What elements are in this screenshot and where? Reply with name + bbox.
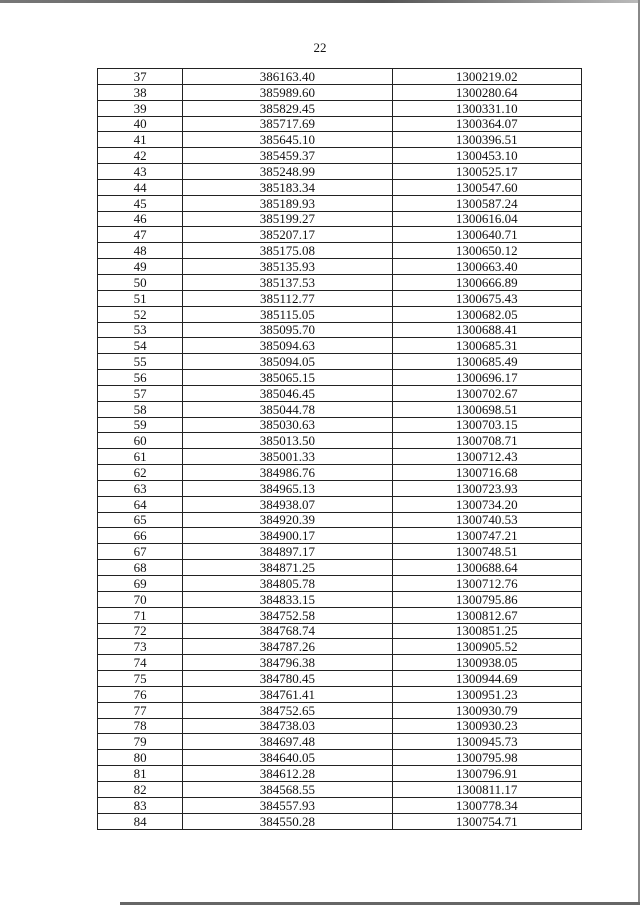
y-coordinate-cell: 1300525.17 bbox=[392, 164, 581, 180]
point-number-cell: 66 bbox=[98, 528, 183, 544]
x-coordinate-cell: 384920.39 bbox=[183, 512, 392, 528]
table-row bbox=[98, 528, 582, 544]
y-coordinate-cell: 1300740.53 bbox=[392, 512, 581, 528]
table-row bbox=[98, 686, 582, 702]
x-coordinate-cell: 385095.70 bbox=[183, 322, 392, 338]
x-coordinate-cell: 385183.34 bbox=[183, 179, 392, 195]
x-coordinate-cell: 384965.13 bbox=[183, 480, 392, 496]
point-number-cell: 57 bbox=[98, 385, 183, 401]
y-coordinate-cell: 1300930.79 bbox=[392, 702, 581, 718]
y-coordinate-cell: 1300675.43 bbox=[392, 290, 581, 306]
y-coordinate-cell: 1300712.43 bbox=[392, 449, 581, 465]
y-coordinate-cell: 1300587.24 bbox=[392, 195, 581, 211]
x-coordinate-cell: 385112.77 bbox=[183, 290, 392, 306]
point-number-cell: 84 bbox=[98, 813, 183, 829]
table-row bbox=[98, 813, 582, 829]
y-coordinate-cell: 1300688.41 bbox=[392, 322, 581, 338]
y-coordinate-cell: 1300812.67 bbox=[392, 607, 581, 623]
y-coordinate-cell: 1300851.25 bbox=[392, 623, 581, 639]
y-coordinate-cell: 1300685.49 bbox=[392, 354, 581, 370]
x-coordinate-cell: 384697.48 bbox=[183, 734, 392, 750]
point-number-cell: 62 bbox=[98, 465, 183, 481]
y-coordinate-cell: 1300747.21 bbox=[392, 528, 581, 544]
y-coordinate-cell: 1300702.67 bbox=[392, 385, 581, 401]
point-number-cell: 71 bbox=[98, 607, 183, 623]
x-coordinate-cell: 385989.60 bbox=[183, 84, 392, 100]
x-coordinate-cell: 385199.27 bbox=[183, 211, 392, 227]
y-coordinate-cell: 1300795.86 bbox=[392, 591, 581, 607]
table-row bbox=[98, 243, 582, 259]
x-coordinate-cell: 385137.53 bbox=[183, 274, 392, 290]
table-row bbox=[98, 797, 582, 813]
x-coordinate-cell: 384897.17 bbox=[183, 544, 392, 560]
table-row bbox=[98, 195, 582, 211]
x-coordinate-cell: 385645.10 bbox=[183, 132, 392, 148]
point-number-cell: 49 bbox=[98, 259, 183, 275]
point-number-cell: 70 bbox=[98, 591, 183, 607]
x-coordinate-cell: 384550.28 bbox=[183, 813, 392, 829]
point-number-cell: 67 bbox=[98, 544, 183, 560]
point-number-cell: 37 bbox=[98, 69, 183, 85]
table-row bbox=[98, 623, 582, 639]
point-number-cell: 48 bbox=[98, 243, 183, 259]
y-coordinate-cell: 1300703.15 bbox=[392, 417, 581, 433]
point-number-cell: 59 bbox=[98, 417, 183, 433]
y-coordinate-cell: 1300453.10 bbox=[392, 148, 581, 164]
coordinates-table bbox=[97, 68, 582, 830]
y-coordinate-cell: 1300712.76 bbox=[392, 576, 581, 592]
table-row bbox=[98, 84, 582, 100]
y-coordinate-cell: 1300944.69 bbox=[392, 671, 581, 687]
table-row bbox=[98, 385, 582, 401]
table-row bbox=[98, 370, 582, 386]
point-number-cell: 54 bbox=[98, 338, 183, 354]
table-row bbox=[98, 433, 582, 449]
x-coordinate-cell: 384612.28 bbox=[183, 766, 392, 782]
table-row bbox=[98, 480, 582, 496]
x-coordinate-cell: 384640.05 bbox=[183, 750, 392, 766]
y-coordinate-cell: 1300723.93 bbox=[392, 480, 581, 496]
x-coordinate-cell: 384938.07 bbox=[183, 496, 392, 512]
point-number-cell: 76 bbox=[98, 686, 183, 702]
x-coordinate-cell: 385046.45 bbox=[183, 385, 392, 401]
y-coordinate-cell: 1300754.71 bbox=[392, 813, 581, 829]
point-number-cell: 43 bbox=[98, 164, 183, 180]
x-coordinate-cell: 385094.05 bbox=[183, 354, 392, 370]
point-number-cell: 58 bbox=[98, 401, 183, 417]
x-coordinate-cell: 384738.03 bbox=[183, 718, 392, 734]
point-number-cell: 65 bbox=[98, 512, 183, 528]
y-coordinate-cell: 1300696.17 bbox=[392, 370, 581, 386]
x-coordinate-cell: 384752.58 bbox=[183, 607, 392, 623]
y-coordinate-cell: 1300945.73 bbox=[392, 734, 581, 750]
y-coordinate-cell: 1300331.10 bbox=[392, 100, 581, 116]
x-coordinate-cell: 384805.78 bbox=[183, 576, 392, 592]
x-coordinate-cell: 384557.93 bbox=[183, 797, 392, 813]
point-number-cell: 53 bbox=[98, 322, 183, 338]
y-coordinate-cell: 1300396.51 bbox=[392, 132, 581, 148]
x-coordinate-cell: 385001.33 bbox=[183, 449, 392, 465]
table-row bbox=[98, 417, 582, 433]
point-number-cell: 55 bbox=[98, 354, 183, 370]
x-coordinate-cell: 384752.65 bbox=[183, 702, 392, 718]
table-row bbox=[98, 132, 582, 148]
y-coordinate-cell: 1300698.51 bbox=[392, 401, 581, 417]
table-row bbox=[98, 179, 582, 195]
y-coordinate-cell: 1300650.12 bbox=[392, 243, 581, 259]
y-coordinate-cell: 1300688.64 bbox=[392, 560, 581, 576]
point-number-cell: 73 bbox=[98, 639, 183, 655]
table-row bbox=[98, 322, 582, 338]
point-number-cell: 45 bbox=[98, 195, 183, 211]
y-coordinate-cell: 1300364.07 bbox=[392, 116, 581, 132]
table-row bbox=[98, 781, 582, 797]
x-coordinate-cell: 385248.99 bbox=[183, 164, 392, 180]
table-row bbox=[98, 449, 582, 465]
y-coordinate-cell: 1300778.34 bbox=[392, 797, 581, 813]
point-number-cell: 64 bbox=[98, 496, 183, 512]
point-number-cell: 63 bbox=[98, 480, 183, 496]
table-row bbox=[98, 607, 582, 623]
table-row bbox=[98, 496, 582, 512]
point-number-cell: 68 bbox=[98, 560, 183, 576]
point-number-cell: 51 bbox=[98, 290, 183, 306]
table-row bbox=[98, 69, 582, 85]
point-number-cell: 83 bbox=[98, 797, 183, 813]
table-row bbox=[98, 354, 582, 370]
point-number-cell: 78 bbox=[98, 718, 183, 734]
x-coordinate-cell: 385175.08 bbox=[183, 243, 392, 259]
point-number-cell: 82 bbox=[98, 781, 183, 797]
y-coordinate-cell: 1300616.04 bbox=[392, 211, 581, 227]
point-number-cell: 38 bbox=[98, 84, 183, 100]
x-coordinate-cell: 385013.50 bbox=[183, 433, 392, 449]
x-coordinate-cell: 385044.78 bbox=[183, 401, 392, 417]
table-row bbox=[98, 512, 582, 528]
y-coordinate-cell: 1300951.23 bbox=[392, 686, 581, 702]
table-row bbox=[98, 227, 582, 243]
point-number-cell: 41 bbox=[98, 132, 183, 148]
table-row bbox=[98, 306, 582, 322]
table-row bbox=[98, 702, 582, 718]
x-coordinate-cell: 384986.76 bbox=[183, 465, 392, 481]
coordinates-table-body bbox=[98, 69, 582, 830]
y-coordinate-cell: 1300682.05 bbox=[392, 306, 581, 322]
x-coordinate-cell: 385829.45 bbox=[183, 100, 392, 116]
table-row bbox=[98, 560, 582, 576]
table-row bbox=[98, 401, 582, 417]
point-number-cell: 60 bbox=[98, 433, 183, 449]
y-coordinate-cell: 1300811.17 bbox=[392, 781, 581, 797]
table-row bbox=[98, 100, 582, 116]
x-coordinate-cell: 384568.55 bbox=[183, 781, 392, 797]
x-coordinate-cell: 385189.93 bbox=[183, 195, 392, 211]
table-row bbox=[98, 576, 582, 592]
x-coordinate-cell: 384796.38 bbox=[183, 655, 392, 671]
table-row bbox=[98, 766, 582, 782]
table-row bbox=[98, 148, 582, 164]
x-coordinate-cell: 384833.15 bbox=[183, 591, 392, 607]
table-row bbox=[98, 750, 582, 766]
x-coordinate-cell: 385717.69 bbox=[183, 116, 392, 132]
y-coordinate-cell: 1300685.31 bbox=[392, 338, 581, 354]
point-number-cell: 74 bbox=[98, 655, 183, 671]
point-number-cell: 46 bbox=[98, 211, 183, 227]
point-number-cell: 50 bbox=[98, 274, 183, 290]
y-coordinate-cell: 1300663.40 bbox=[392, 259, 581, 275]
x-coordinate-cell: 384780.45 bbox=[183, 671, 392, 687]
point-number-cell: 42 bbox=[98, 148, 183, 164]
x-coordinate-cell: 385094.63 bbox=[183, 338, 392, 354]
point-number-cell: 80 bbox=[98, 750, 183, 766]
y-coordinate-cell: 1300905.52 bbox=[392, 639, 581, 655]
point-number-cell: 44 bbox=[98, 179, 183, 195]
x-coordinate-cell: 384871.25 bbox=[183, 560, 392, 576]
point-number-cell: 69 bbox=[98, 576, 183, 592]
table-row bbox=[98, 639, 582, 655]
point-number-cell: 56 bbox=[98, 370, 183, 386]
y-coordinate-cell: 1300796.91 bbox=[392, 766, 581, 782]
table-row bbox=[98, 734, 582, 750]
y-coordinate-cell: 1300280.64 bbox=[392, 84, 581, 100]
y-coordinate-cell: 1300734.20 bbox=[392, 496, 581, 512]
x-coordinate-cell: 386163.40 bbox=[183, 69, 392, 85]
y-coordinate-cell: 1300795.98 bbox=[392, 750, 581, 766]
scan-edge-top bbox=[0, 0, 640, 3]
y-coordinate-cell: 1300930.23 bbox=[392, 718, 581, 734]
y-coordinate-cell: 1300708.71 bbox=[392, 433, 581, 449]
y-coordinate-cell: 1300938.05 bbox=[392, 655, 581, 671]
point-number-cell: 52 bbox=[98, 306, 183, 322]
point-number-cell: 47 bbox=[98, 227, 183, 243]
table-row bbox=[98, 718, 582, 734]
y-coordinate-cell: 1300748.51 bbox=[392, 544, 581, 560]
table-row bbox=[98, 338, 582, 354]
y-coordinate-cell: 1300547.60 bbox=[392, 179, 581, 195]
x-coordinate-cell: 385207.17 bbox=[183, 227, 392, 243]
y-coordinate-cell: 1300716.68 bbox=[392, 465, 581, 481]
point-number-cell: 40 bbox=[98, 116, 183, 132]
point-number-cell: 81 bbox=[98, 766, 183, 782]
table-row bbox=[98, 544, 582, 560]
table-row bbox=[98, 274, 582, 290]
x-coordinate-cell: 385065.15 bbox=[183, 370, 392, 386]
x-coordinate-cell: 384768.74 bbox=[183, 623, 392, 639]
x-coordinate-cell: 385030.63 bbox=[183, 417, 392, 433]
table-row bbox=[98, 211, 582, 227]
table-row bbox=[98, 116, 582, 132]
table-row bbox=[98, 465, 582, 481]
point-number-cell: 72 bbox=[98, 623, 183, 639]
point-number-cell: 75 bbox=[98, 671, 183, 687]
x-coordinate-cell: 385459.37 bbox=[183, 148, 392, 164]
table-row bbox=[98, 290, 582, 306]
x-coordinate-cell: 384900.17 bbox=[183, 528, 392, 544]
point-number-cell: 39 bbox=[98, 100, 183, 116]
table-row bbox=[98, 591, 582, 607]
y-coordinate-cell: 1300640.71 bbox=[392, 227, 581, 243]
x-coordinate-cell: 384787.26 bbox=[183, 639, 392, 655]
table-row bbox=[98, 671, 582, 687]
y-coordinate-cell: 1300219.02 bbox=[392, 69, 581, 85]
table-row bbox=[98, 164, 582, 180]
page-number: 22 bbox=[313, 40, 327, 55]
table-row bbox=[98, 259, 582, 275]
x-coordinate-cell: 385115.05 bbox=[183, 306, 392, 322]
table-row bbox=[98, 655, 582, 671]
x-coordinate-cell: 384761.41 bbox=[183, 686, 392, 702]
x-coordinate-cell: 385135.93 bbox=[183, 259, 392, 275]
point-number-cell: 77 bbox=[98, 702, 183, 718]
point-number-cell: 61 bbox=[98, 449, 183, 465]
y-coordinate-cell: 1300666.89 bbox=[392, 274, 581, 290]
point-number-cell: 79 bbox=[98, 734, 183, 750]
